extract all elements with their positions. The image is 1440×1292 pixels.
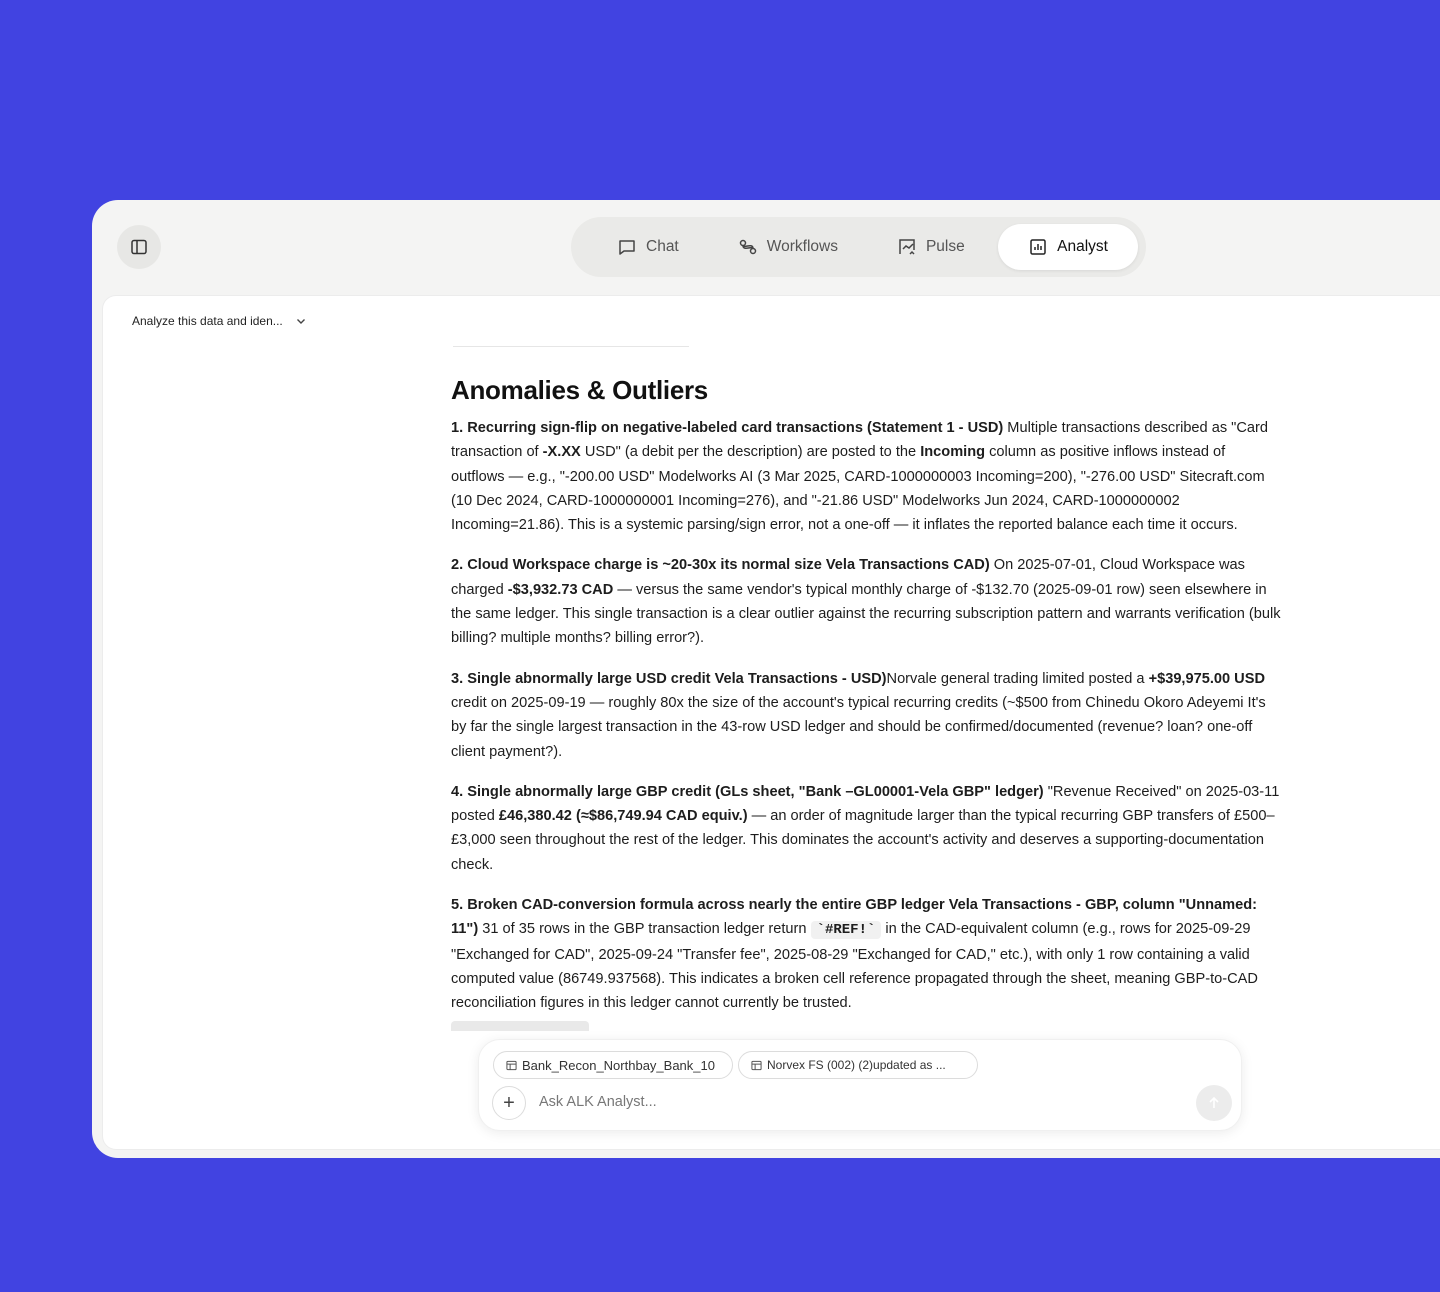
anomaly-text: 31 of 35 rows in the GBP transaction ledger return: [478, 921, 811, 938]
workflow-icon: [738, 237, 758, 257]
app-window: [92, 200, 1440, 1158]
sidebar-panel-icon: [130, 238, 148, 256]
table-icon: [506, 1060, 517, 1071]
table-icon: [751, 1060, 762, 1071]
anomaly-text: On 2025-07-01, Cloud Workspace was charged: [451, 557, 1245, 598]
anomaly-text: — an order of magnitude larger than the typical recurring GBP transfers of £500–£3,000 seen throughout the rest of the ledger. This dominates the account's activity and deserves a supporting-documentation check.: [451, 808, 1275, 873]
attachment-chip[interactable]: [493, 1051, 733, 1079]
conversation-title: Analyze this data and iden...: [132, 314, 283, 328]
attachment-chip[interactable]: [738, 1051, 978, 1079]
arrow-up-icon: [1207, 1096, 1221, 1110]
add-attachment-button[interactable]: [492, 1086, 526, 1120]
tab-chat-label: Chat: [646, 238, 679, 255]
anomaly-emphasis: £46,380.42 (≈$86,749.94 CAD equiv.): [498, 808, 748, 825]
anomaly-emphasis: +$39,975.00 USD: [1148, 670, 1265, 687]
anomaly-text: Norvale general trading limited posted a: [886, 670, 1149, 687]
anomaly-text: column as positive inflows instead of outflows — e.g., "-200.00 USD" Modelworks AI (3 Mar 2025, CARD-1000000003 Incoming=200), "-276.00 USD" Sitecraft.com (10 Dec 2024, CARD-1000000001 Incoming=276), and "-21.86 USD" Modelworks Jun 2024, CARD-1000000002 Incoming=21.86). This is a systemic parsing/sign error, not a one-off — it inflates the reported balance each time it occurs.: [451, 444, 1265, 534]
anomaly-text: Multiple transactions described as "Card transaction of: [451, 420, 1268, 461]
anomaly-text: in the CAD-equivalent column (e.g., rows for 2025-09-29 "Exchanged for CAD", 2025-09-24 "Transfer fee", 2025-08-29 "Exchanged for CAD," etc.), with only 1 row containing a valid computed value (86749.937568). This indicates a broken cell reference propagated through the sheet, meaning GBP-to-CAD reconciliation figures in this ledger cannot currently be trusted.: [451, 921, 1258, 1012]
tab-pulse-label: Pulse: [925, 238, 965, 255]
chart-box-icon: [1028, 237, 1048, 257]
send-button[interactable]: [1196, 1085, 1232, 1121]
anomaly-title: 4. Single abnormally large GBP credit (GLs sheet, "Bank –GL00001-Vela GBP" ledger): [451, 783, 1044, 800]
analysis-content: [451, 346, 1281, 1031]
chevron-down-icon: [295, 315, 307, 327]
anomaly-item: [451, 780, 1281, 877]
anomaly-title: 5. Broken CAD-conversion formula across nearly the entire GBP ledger Vela Transactions - GBP, column "Unnamed: 11"): [451, 897, 1258, 938]
sidebar-toggle-button[interactable]: [117, 225, 161, 269]
anomaly-title: 3. Single abnormally large USD credit Vela Transactions - USD): [451, 670, 887, 687]
anomaly-text: — versus the same vendor's typical monthly charge of -$132.70 (2025-09-01 row) seen elsewhere in the same ledger. This single transaction is a clear outlier against the recurring subscription pattern and warrants verification (bulk billing? multiple months? billing error?).: [451, 581, 1281, 647]
tab-chat[interactable]: [579, 224, 700, 270]
anomaly-item: [451, 553, 1281, 650]
conversation-selector[interactable]: [132, 314, 307, 328]
plus-icon: +: [503, 1091, 515, 1114]
inline-code: `#REF!`: [811, 921, 882, 939]
anomaly-text: USD" (a debit per the description) are posted to the: [580, 444, 921, 461]
tab-analyst[interactable]: [998, 224, 1138, 270]
section-heading: Anomalies & Outliers: [451, 375, 708, 405]
anomaly-item: [451, 893, 1281, 1015]
ask-input[interactable]: [539, 1094, 1169, 1110]
anomaly-title: 2. Cloud Workspace charge is ~20-30x its normal size Vela Transactions CAD): [451, 557, 990, 574]
anomaly-title: 1. Recurring sign-flip on negative-labeled card transactions (Statement 1 - USD): [451, 420, 1004, 436]
main-panel: [102, 295, 1440, 1150]
tab-pulse[interactable]: [859, 224, 986, 270]
anomaly-emphasis: Incoming: [920, 444, 986, 461]
message-composer: [478, 1039, 1242, 1131]
attachment-name: Bank_Recon_Northbay_Bank_10: [522, 1057, 715, 1073]
anomaly-text: "Revenue Received" on 2025-03-11 posted: [451, 783, 1280, 825]
chat-bubble-icon: [617, 237, 637, 257]
anomaly-emphasis: -X.XX: [542, 444, 581, 461]
section-divider: [453, 346, 689, 347]
mode-tabs: [571, 217, 1146, 277]
attachment-name: Norvex FS (002) (2)updated as ...: [767, 1058, 946, 1072]
anomaly-text: credit on 2025-09-19 — roughly 80x the size of the account's typical recurring credits (~$500 from Chinedu Okoro Adeyemi It's by far the single largest transaction in the 43-row USD ledger and should be confirmed/documented (revenue? loan? one-off client payment?).: [451, 694, 1266, 760]
sources-chip-partial[interactable]: [451, 1021, 589, 1031]
tab-workflows-label: Workflows: [766, 238, 838, 255]
anomaly-emphasis: -$3,932.73 CAD: [507, 581, 614, 598]
tab-analyst-label: Analyst: [1057, 238, 1108, 255]
anomaly-item: [451, 667, 1281, 764]
anomaly-item: [451, 416, 1281, 537]
tab-workflows[interactable]: [700, 224, 859, 270]
pulse-icon: [897, 237, 917, 257]
